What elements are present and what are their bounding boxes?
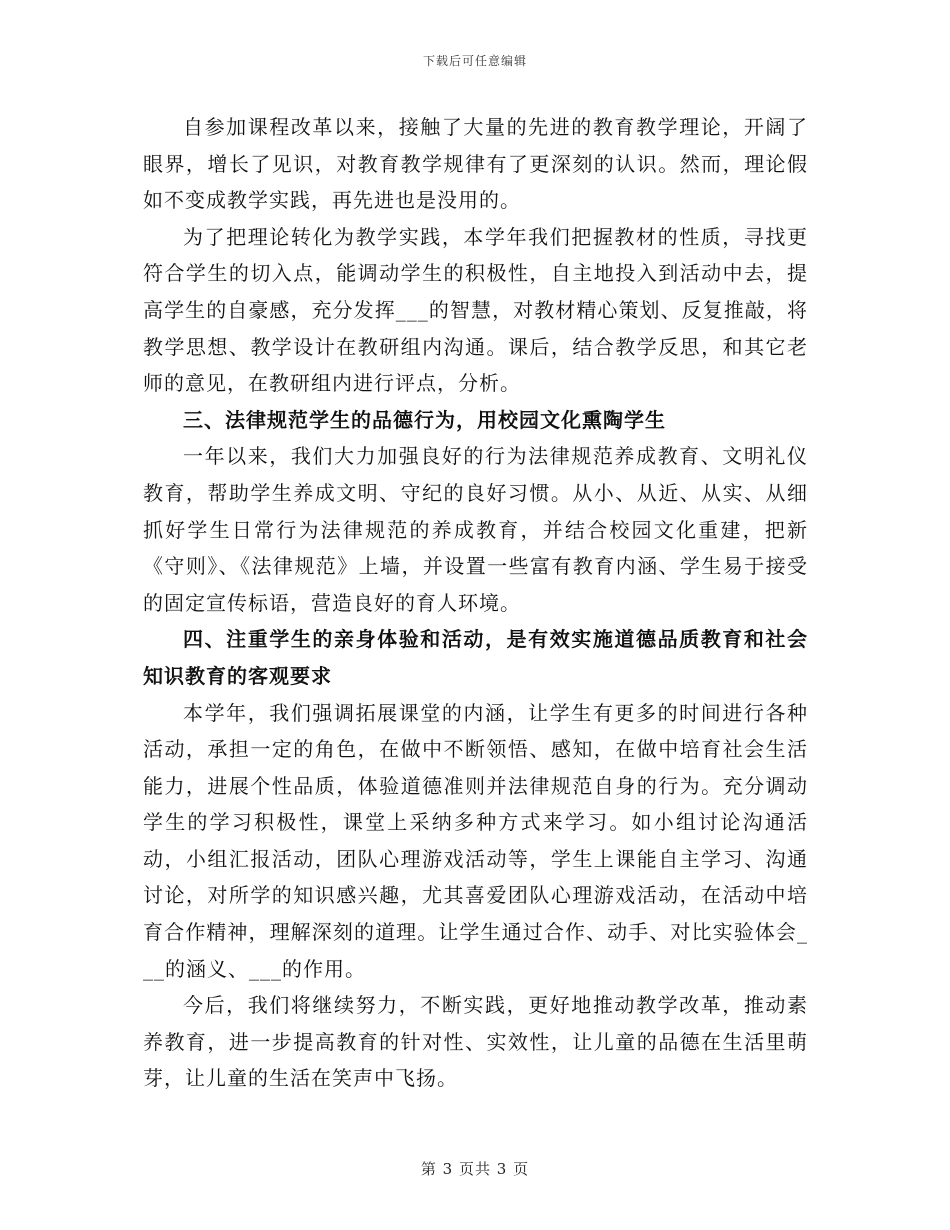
paragraph-conclusion: 今后，我们将继续努力，不断实践，更好地推动教学改革，推动素养教育，进一步提高教育的针对性、实效性，让儿童的品德在生活里萌芽，让儿童的生活在笑声中飞扬。 [143,993,808,1091]
page-header: 下载后可任意编辑 [422,54,527,68]
paragraph-activities: 本学年，我们强调拓展课堂的内涵，让学生有更多的时间进行各种活动，承担一定的角色，在做中不断领悟、感知，在做中培育社会生活能力，进展个性品质，体验道德准则并法律规范自身的行为。充分调动学生的学习积极性，课堂上采纳多种方式来学习。如小组讨论沟通活动，小组汇报活动，团队心理游戏活动等，学生上课能自主学习、沟通讨论，对所学的知识感兴趣，尤其喜爱团队心理游戏活动，在活动中培育合作精神，理解深刻的道理。让学生通过合作、动手、对比实验体会___的涵义、___的作用。 [143,700,808,981]
paragraph-behavior: 一年以来，我们大力加强良好的行为法律规范养成教育、文明礼仪教育，帮助学生养成文明、守纪的良好习惯。从小、从近、从实、从细抓好学生日常行为法律规范的养成教育，并结合校园文化重建，把新《守则》、《法律规范》上墙，并设置一些富有教育内涵、学生易于接受的固定宣传标语，营造良好的育人环境。 [143,444,808,615]
document-body [143,109,808,1097]
section-heading-3: 三、法律规范学生的品德行为，用校园文化熏陶学生 [183,407,666,432]
section-heading-4: 四、注重学生的亲身体验和活动，是有效实施道德品质教育和社会知识教育的客观要求 [143,627,808,688]
paragraph-theory-practice: 为了把理论转化为教学实践，本学年我们把握教材的性质，寻找更符合学生的切入点，能调动学生的积极性，自主地投入到活动中去，提高学生的自豪感，充分发挥___的智慧，对教材精心策划、反复推敲，将教学思想、教学设计在教研组内沟通。课后，结合教学反思，和其它老师的意见，在教研组内进行评点，分析。 [143,224,808,396]
paragraph-intro: 自参加课程改革以来，接触了大量的先进的教育教学理论，开阔了眼界，增长了见识，对教育教学规律有了更深刻的认识。然而，理论假如不变成教学实践，再先进也是没用的。 [143,115,808,213]
page-footer: 第 3 页共 3 页 [420,1160,530,1178]
